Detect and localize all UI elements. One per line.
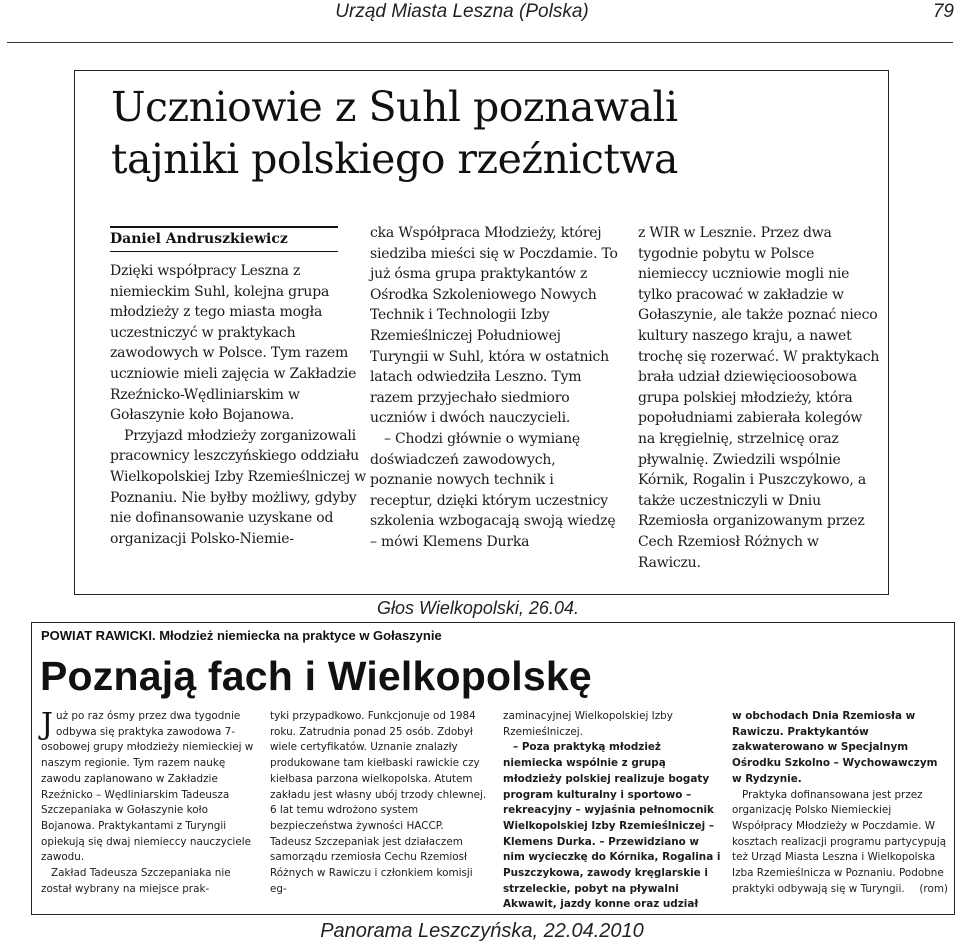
article2-column-2 — [270, 709, 488, 897]
article2-col3-para2: – Poza praktyką młodzież niemiecka wspólnie z grupą młodzieży polskiej realizuje bogaty program kulturalny i sportowo – rekreacyjny – wyjaśnia pełnomocnik Wielkopolskiej Izby Rzemieślniczej – Klemens Durka. – Przewidziano w nim wycieczkę do Kórnika, Rogalina i Puszczykowa, zawody kręglarskie i strzeleckie, pobyt na pływalni Akwawit, jazdy konne oraz udział — [503, 741, 721, 911]
article2-col1-text: uż po raz ósmy przez dwa tygodnie odbywa się praktyka zawodowa 7-osobowej grupy młodzieży niemieckiej w naszym regionie. Tym razem naukę zawodu zaplanowano w Zakładzie Rzeźnicko – Wędliniarskim Tadeusza Szczepaniaka w Gołaszynie koło Bojanowa. Praktykantami z Turyngii opiekują się dwaj niemieccy nauczyciele zawodu. — [41, 710, 254, 864]
article1-source: Głos Wielkopolski, 26.04. — [377, 598, 579, 618]
article1-headline-line1: Uczniowie z Suhl poznawali — [111, 83, 678, 131]
article2-col3-para1: zaminacyjnej Wielkopolskiej Izby Rzemieślniczej. — [503, 710, 673, 738]
page-number: 79 — [932, 1, 954, 22]
page-header — [0, 0, 960, 46]
article2-headline: Poznają fach i Wielkopolskę — [40, 653, 592, 699]
article1-headline-line2: tajniki polskiego rzeźnictwa — [111, 135, 678, 183]
article2-col4-para2 — [732, 788, 948, 898]
article2-col1-para2: Zakład Tadeusza Szczepaniaka nie został wybrany na miejsce prak- — [41, 867, 231, 895]
article2-col2-text: tyki przypadkowo. Funkcjonuje od 1984 roku. Zatrudnia ponad 25 osób. Zdobył wiele certyfikatów. Uznanie znalazły produkowane tam kiełbaski rawickie czy kiełbasa parzona wielkopolska. Atutem zakładu jest własny ubój trzody chlewnej. 6 lat temu wdrożono system bezpieczeństwa żywności HACCP. Tadeusz Szczepaniak jest działaczem samorządu rzemiosła Cechu Rzemiosł Różnych w Rawiczu i członkiem komisji eg- — [270, 710, 487, 895]
article2-column-3 — [503, 709, 721, 913]
article1-col1-para2: Przyjazd młodzieży zorganizowali pracownicy leszczyńskiego oddziału Wielkopolskiej Izby Rzemieślniczej w Poznaniu. Nie byłby możliwy, gdyby nie dofinansowanie uzyskane od organizacji Polsko-Niemie- — [110, 427, 367, 547]
header-title: Urząd Miasta Leszna (Polska) — [335, 1, 589, 22]
byline-rule-bottom — [110, 251, 338, 252]
article1-source-caption — [0, 598, 960, 619]
byline-rule-top — [110, 226, 338, 228]
article1-col1-para1: Dzięki współpracy Leszna z niemieckim Suhl, kolejna grupa młodzieży z tego miasta mogła uczestniczyć w praktykach zawodowych w Polsce. Tym razem uczniowie mieli zajęcia w Zakładzie Rzeźnicko-Wędliniarskim w Gołaszynie koło Bojanowa. — [110, 263, 357, 424]
article2-signature: (rom) — [919, 882, 948, 895]
article1-col2-para1: cka Współpraca Młodzieży, której siedziba mieści się w Poczdamie. To już ósma grupa praktykantów z Ośrodka Szkoleniowego Nowych Technik i Technologii Izby Rzemieślniczej Południowej Turyngii w Suhl, która w ostatnich latach odwiedziła Leszno. Tym razem przyjechało siedmioro uczniów i dwóch nauczycieli. — [370, 225, 618, 427]
newspaper-clipping-2 — [31, 622, 955, 915]
article2-source: Panorama Leszczyńska, 22.04.2010 — [320, 920, 644, 942]
article1-column-1 — [110, 261, 375, 549]
article2-kicker: POWIAT RAWICKI. Młodzież niemiecka na praktyce w Gołaszynie — [41, 628, 442, 643]
article1-col3-para1: z WIR w Lesznie. Przez dwa tygodnie pobytu w Polsce niemieccy uczniowie mogli nie tylko pracować w zakładzie w Gołaszynie, ale także poznać nieco kultury naszego kraju, a nawet trochę się rozerwać. W praktykach brała udział dziewięcioosobowa grupa polskiej młodzieży, która popołudniami zabierała kolegów na kręgielnię, strzelnicę oraz pływalnię. Zwiedzili wspólnie Kórnik, Rogalin i Puszczykowo, a także uczestniczyli w Dniu Rzemiosła organizowanym przez Cech Rzemiosł Różnych w Rawiczu. — [638, 225, 880, 571]
article1-byline: Daniel Andruszkiewicz — [110, 231, 288, 247]
header-rule — [7, 42, 953, 43]
newspaper-clipping-1 — [74, 70, 889, 595]
article1-col2-para2: – Chodzi głównie o wymianę doświadczeń zawodowych, poznanie nowych technik i receptur, dzięki którym uczestnicy szkolenia wzbogacają swoją wiedzę – mówi Klemens Durka — [370, 430, 616, 550]
article1-column-2 — [370, 223, 620, 553]
article2-col4-para1: w obchodach Dnia Rzemiosła w Rawiczu. Praktykantów zakwaterowano w Specjalnym Ośrodku Szkolno – Wychowawczym w Rydzynie. — [732, 710, 938, 785]
article2-column-1 — [41, 709, 263, 897]
article2-column-4 — [732, 709, 948, 897]
article1-column-3 — [638, 223, 883, 573]
article2-dropcap: J — [41, 707, 54, 742]
article2-source-caption — [0, 920, 960, 943]
article2-col4-text: Praktyka dofinansowana jest przez organizację Polsko Niemieckiej Współpracy Młodzieży w Poczdamie. W kosztach realizacji programu partycypują też Urząd Miasta Leszna i Wielkopolska Izba Rzemieślnicza w Poznaniu. Podobne praktyki odbywają się w Turyngii. — [732, 788, 947, 895]
article1-headline — [111, 81, 871, 185]
